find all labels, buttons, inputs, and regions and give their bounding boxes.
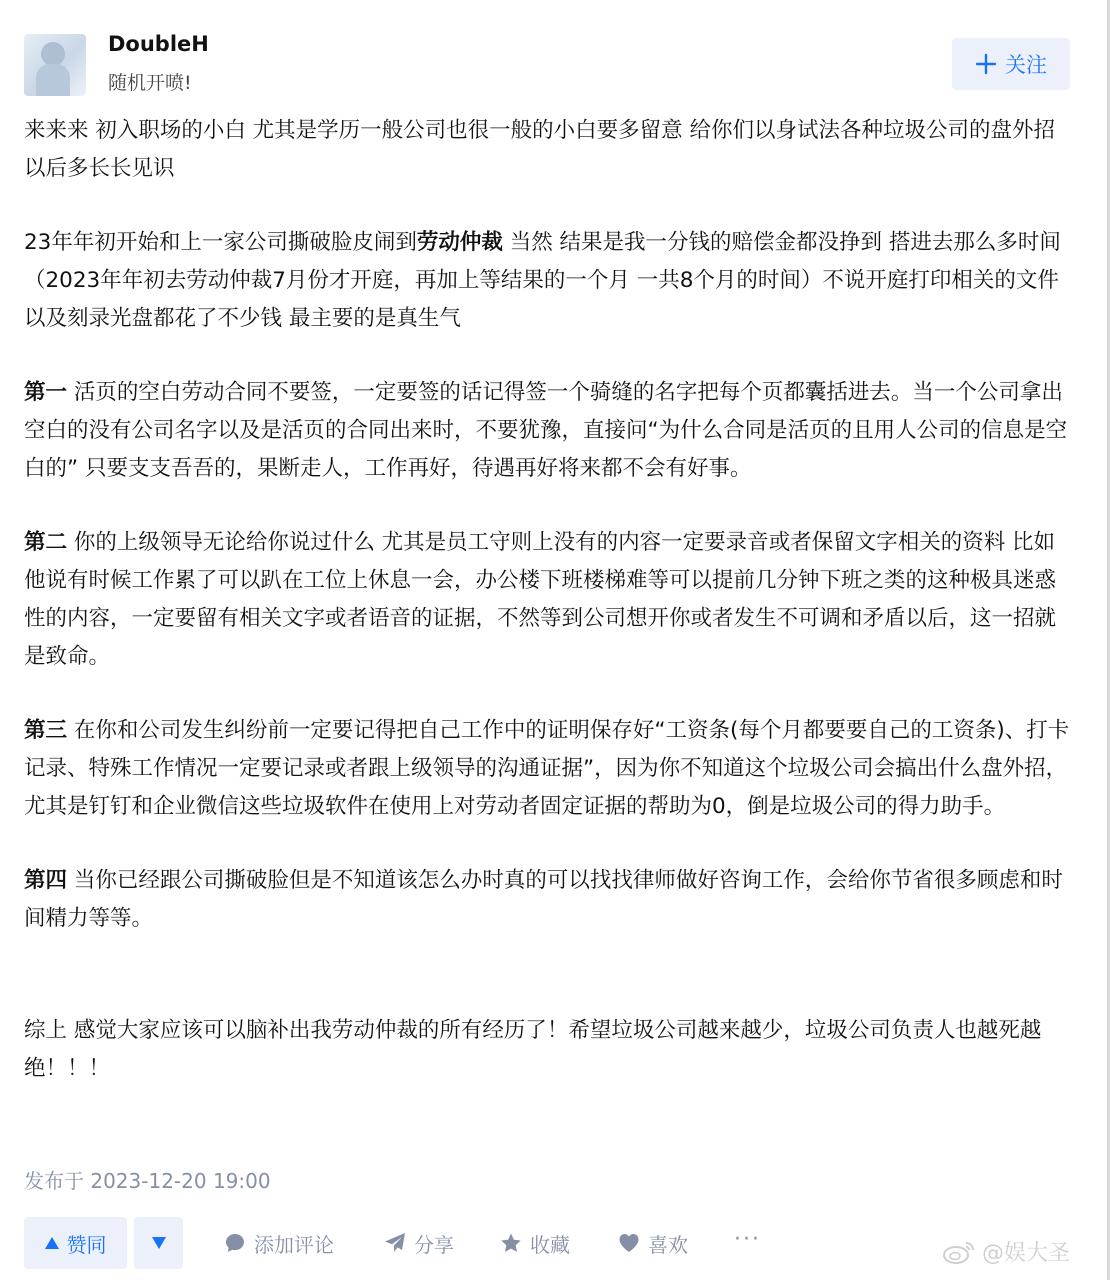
- upvote-button[interactable]: [24, 1217, 127, 1269]
- weibo-watermark: [942, 1236, 1070, 1267]
- star-icon: [500, 1232, 522, 1254]
- heart-icon: [618, 1232, 640, 1254]
- comment-bubble-icon: [224, 1232, 246, 1254]
- share-button[interactable]: 分享: [384, 1217, 454, 1269]
- downvote-button[interactable]: [134, 1217, 183, 1269]
- paragraph-tip-2: 第二 你的上级领导无论给你说过什么 尤其是员工守则上没有的内容一定要录音或者保留文字相关的资料 比如 他说有时候工作累了可以趴在工位上休息一会，办公楼下班楼梯难等可以提前几分钟下班之类的这种极具迷惑性的内容，一定要留有相关文字或者语音的证据，不然等到公司想开你或者发生不可调和矛盾以后，这一招就是致命。: [24, 530, 1057, 669]
- author-header: [24, 32, 1070, 98]
- weibo-logo-icon: [942, 1239, 976, 1265]
- action-bar: [24, 1217, 1084, 1269]
- follow-button[interactable]: [952, 38, 1070, 90]
- watermark-text: @娱大圣: [982, 1241, 1071, 1266]
- plus-icon: [975, 53, 997, 75]
- collect-button[interactable]: 收藏: [500, 1217, 570, 1269]
- paragraph-summary: 综上 感觉大家应该可以脑补出我劳动仲裁的所有经历了！希望垃圾公司越来越少，垃圾公司负责人也越死越绝！！！: [24, 1018, 1042, 1081]
- paragraph-tip-4: 第四 当你已经跟公司撕破脸但是不知道该怎么办时真的可以找找律师做好咨询工作，会给你节省很多顾虑和时间精力等等。: [24, 868, 1063, 931]
- like-button[interactable]: 喜欢: [618, 1217, 688, 1269]
- triangle-up-icon: [45, 1237, 59, 1249]
- comment-button[interactable]: 添加评论: [224, 1217, 334, 1269]
- author-bio: 随机开喷!: [108, 72, 192, 94]
- more-icon[interactable]: ···: [734, 1227, 761, 1252]
- publish-time[interactable]: 发布于 2023-12-20 19:00: [24, 1169, 271, 1193]
- author-name[interactable]: DoubleH: [108, 32, 209, 56]
- paragraph-tip-3: 第三 在你和公司发生纠纷前一定要记得把自己工作中的证明保存好“工资条(每个月都要要自己的工资条)、打卡记录、特殊工作情况一定要记录或者跟上级领导的沟通证据”，因为你不知道这个垃圾公司会搞出什么盘外招，尤其是钉钉和企业微信这些垃圾软件在使用上对劳动者固定证据的帮助为0，倒是垃圾公司的得力助手。: [24, 718, 1070, 819]
- answer-content: [24, 112, 1074, 1124]
- triangle-down-icon: [152, 1237, 166, 1249]
- follow-button-label: 关注: [1005, 53, 1047, 77]
- paragraph-intro: 来来来 初入职场的小白 尤其是学历一般公司也很一般的小白要多留意 给你们以身试法各种垃圾公司的盘外招 以后多长长见识: [24, 118, 1056, 181]
- upvote-label: 赞同: [66, 1232, 107, 1257]
- paper-plane-icon: [384, 1232, 406, 1254]
- paragraph-background: 23年年初开始和上一家公司撕破脸皮闹到劳动仲裁 当然 结果是我一分钱的赔偿金都没挣到 搭进去那么多时间（2023年年初去劳动仲裁7月份才开庭，再加上等结果的一个月 一共8个月的时间）不说开庭打印相关的文件以及刻录光盘都花了不少钱 最主要的是真生气: [24, 230, 1061, 331]
- bold-keyword: 劳动仲裁: [416, 230, 503, 255]
- paragraph-tip-1: 第一 活页的空白劳动合同不要签，一定要签的话记得签一个骑缝的名字把每个页都囊括进去。当一个公司拿出空白的没有公司名字以及是活页的合同出来时，不要犹豫，直接问“为什么合同是活页的且用人公司的信息是空白的” 只要支支吾吾的，果断走人，工作再好，待遇再好将来都不会有好事。: [24, 380, 1068, 481]
- avatar[interactable]: [24, 34, 86, 96]
